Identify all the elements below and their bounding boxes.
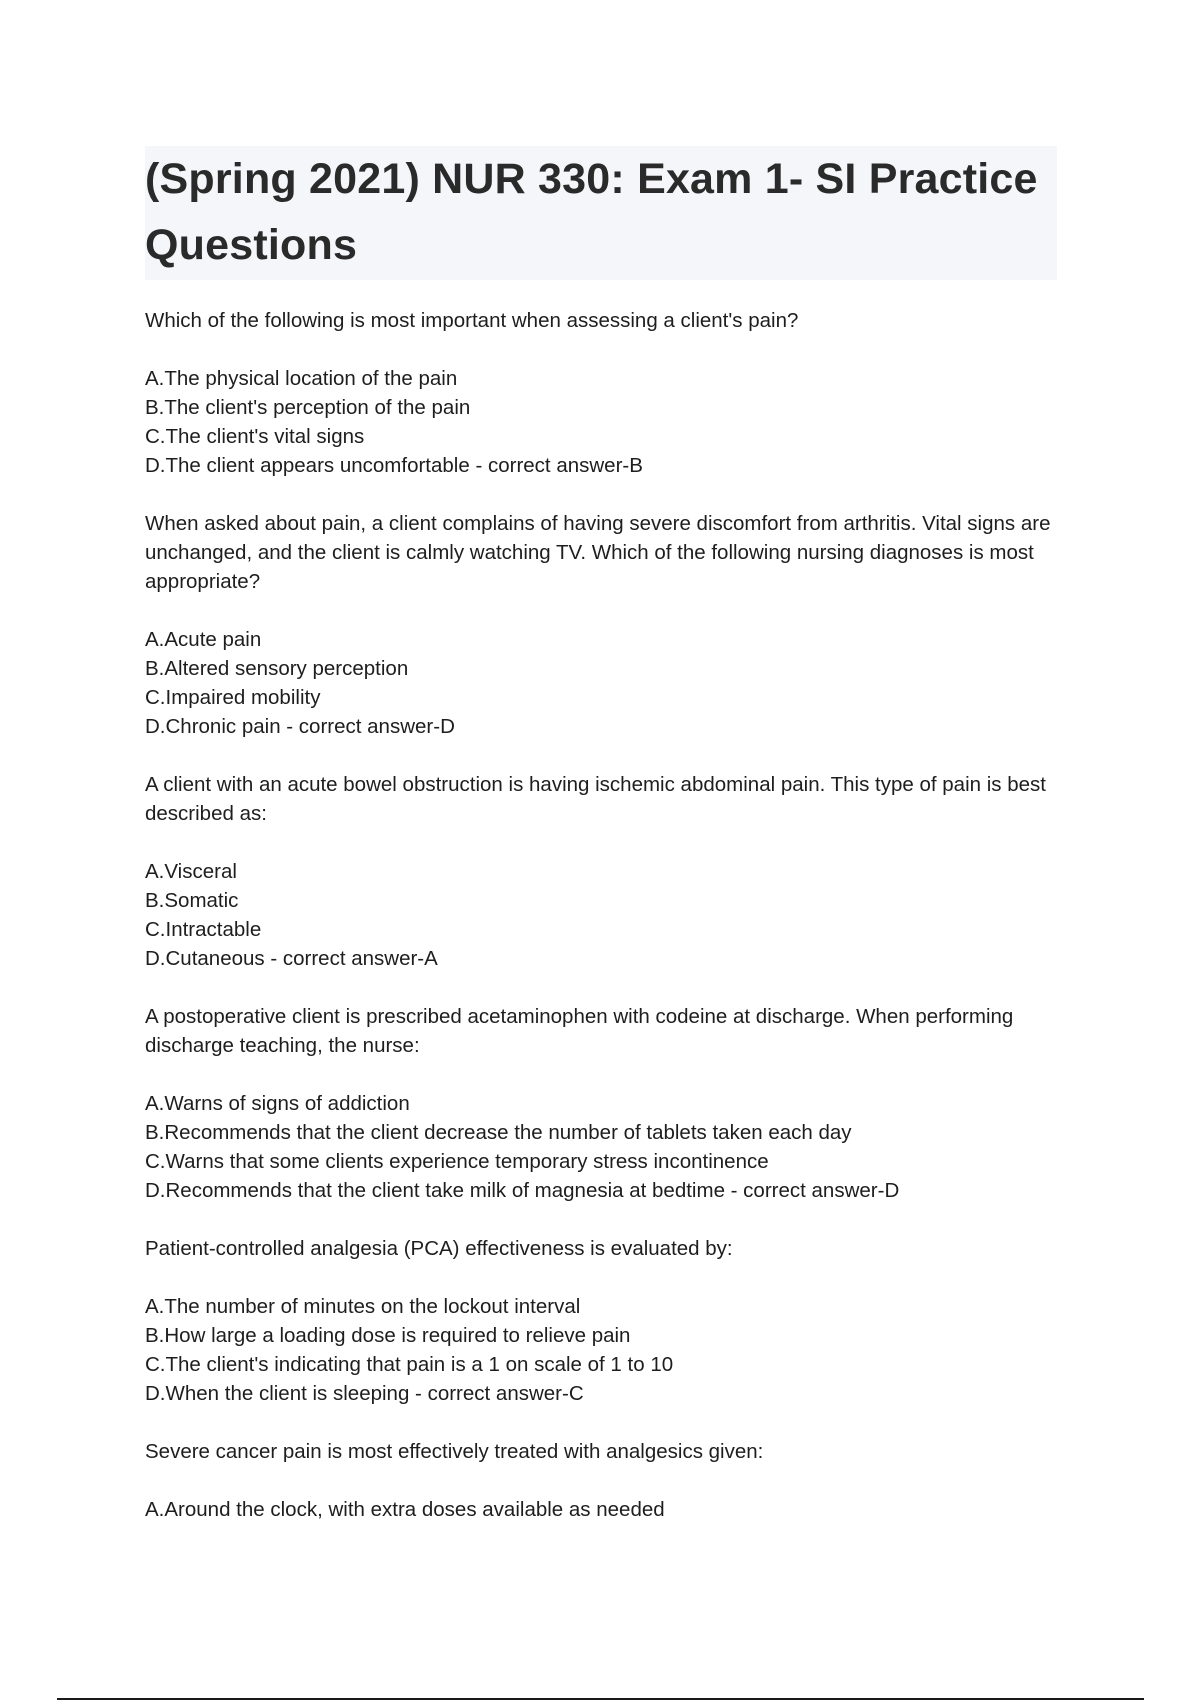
question-text: When asked about pain, a client complains of having severe discomfort from arthritis. Vital signs are unchanged, and the client is calmly watching TV. Which of the following nursing diagnoses is most appropriate? (145, 512, 1051, 593)
title-banner (145, 146, 1057, 280)
answer-option: B.Recommends that the client decrease the number of tablets taken each day (145, 1121, 852, 1144)
answer-option: C.The client's vital signs (145, 425, 365, 448)
question-text: Severe cancer pain is most effectively treated with analgesics given: (145, 1440, 764, 1463)
question-block-5 (145, 1234, 1065, 1408)
answer-option: B.Altered sensory perception (145, 657, 409, 680)
answer-option: D.Cutaneous - correct answer-A (145, 947, 438, 970)
question-text: Which of the following is most important when assessing a client's pain? (145, 309, 799, 332)
answer-option: A.Around the clock, with extra doses available as needed (145, 1498, 665, 1521)
answer-option: C.Warns that some clients experience temporary stress incontinence (145, 1150, 769, 1173)
questions-content (145, 306, 1065, 1553)
answer-option: A.Acute pain (145, 628, 262, 651)
question-block-1 (145, 306, 1065, 480)
answer-option: D.The client appears uncomfortable - correct answer-B (145, 454, 643, 477)
answer-option: C.Intractable (145, 918, 262, 941)
question-block-2 (145, 509, 1065, 741)
answer-options (145, 364, 1065, 480)
answer-option: A.Warns of signs of addiction (145, 1092, 410, 1115)
question-text: A postoperative client is prescribed acetaminophen with codeine at discharge. When performing discharge teaching, the nurse: (145, 1005, 1014, 1057)
question-text: Patient-controlled analgesia (PCA) effectiveness is evaluated by: (145, 1237, 733, 1260)
answer-options (145, 1089, 1065, 1205)
answer-option: D.Chronic pain - correct answer-D (145, 715, 455, 738)
answer-option: C.The client's indicating that pain is a 1 on scale of 1 to 10 (145, 1353, 674, 1376)
answer-option: B.Somatic (145, 889, 239, 912)
answer-option: A.Visceral (145, 860, 237, 883)
question-block-4 (145, 1002, 1065, 1205)
answer-option: B.How large a loading dose is required to relieve pain (145, 1324, 631, 1347)
answer-option: A.The number of minutes on the lockout interval (145, 1295, 581, 1318)
answer-option: A.The physical location of the pain (145, 367, 458, 390)
answer-options (145, 857, 1065, 973)
answer-options (145, 625, 1065, 741)
document-title: (Spring 2021) NUR 330: Exam 1- SI Practice Questions (145, 155, 1038, 269)
answer-option: D.When the client is sleeping - correct answer-C (145, 1382, 584, 1405)
question-text: A client with an acute bowel obstruction is having ischemic abdominal pain. This type of pain is best described as: (145, 773, 1046, 825)
answer-option: B.The client's perception of the pain (145, 396, 471, 419)
answer-option: C.Impaired mobility (145, 686, 321, 709)
answer-options (145, 1495, 1065, 1524)
answer-options (145, 1292, 1065, 1408)
answer-option: D.Recommends that the client take milk of magnesia at bedtime - correct answer-D (145, 1179, 900, 1202)
question-block-3 (145, 770, 1065, 973)
question-block-6 (145, 1437, 1065, 1524)
